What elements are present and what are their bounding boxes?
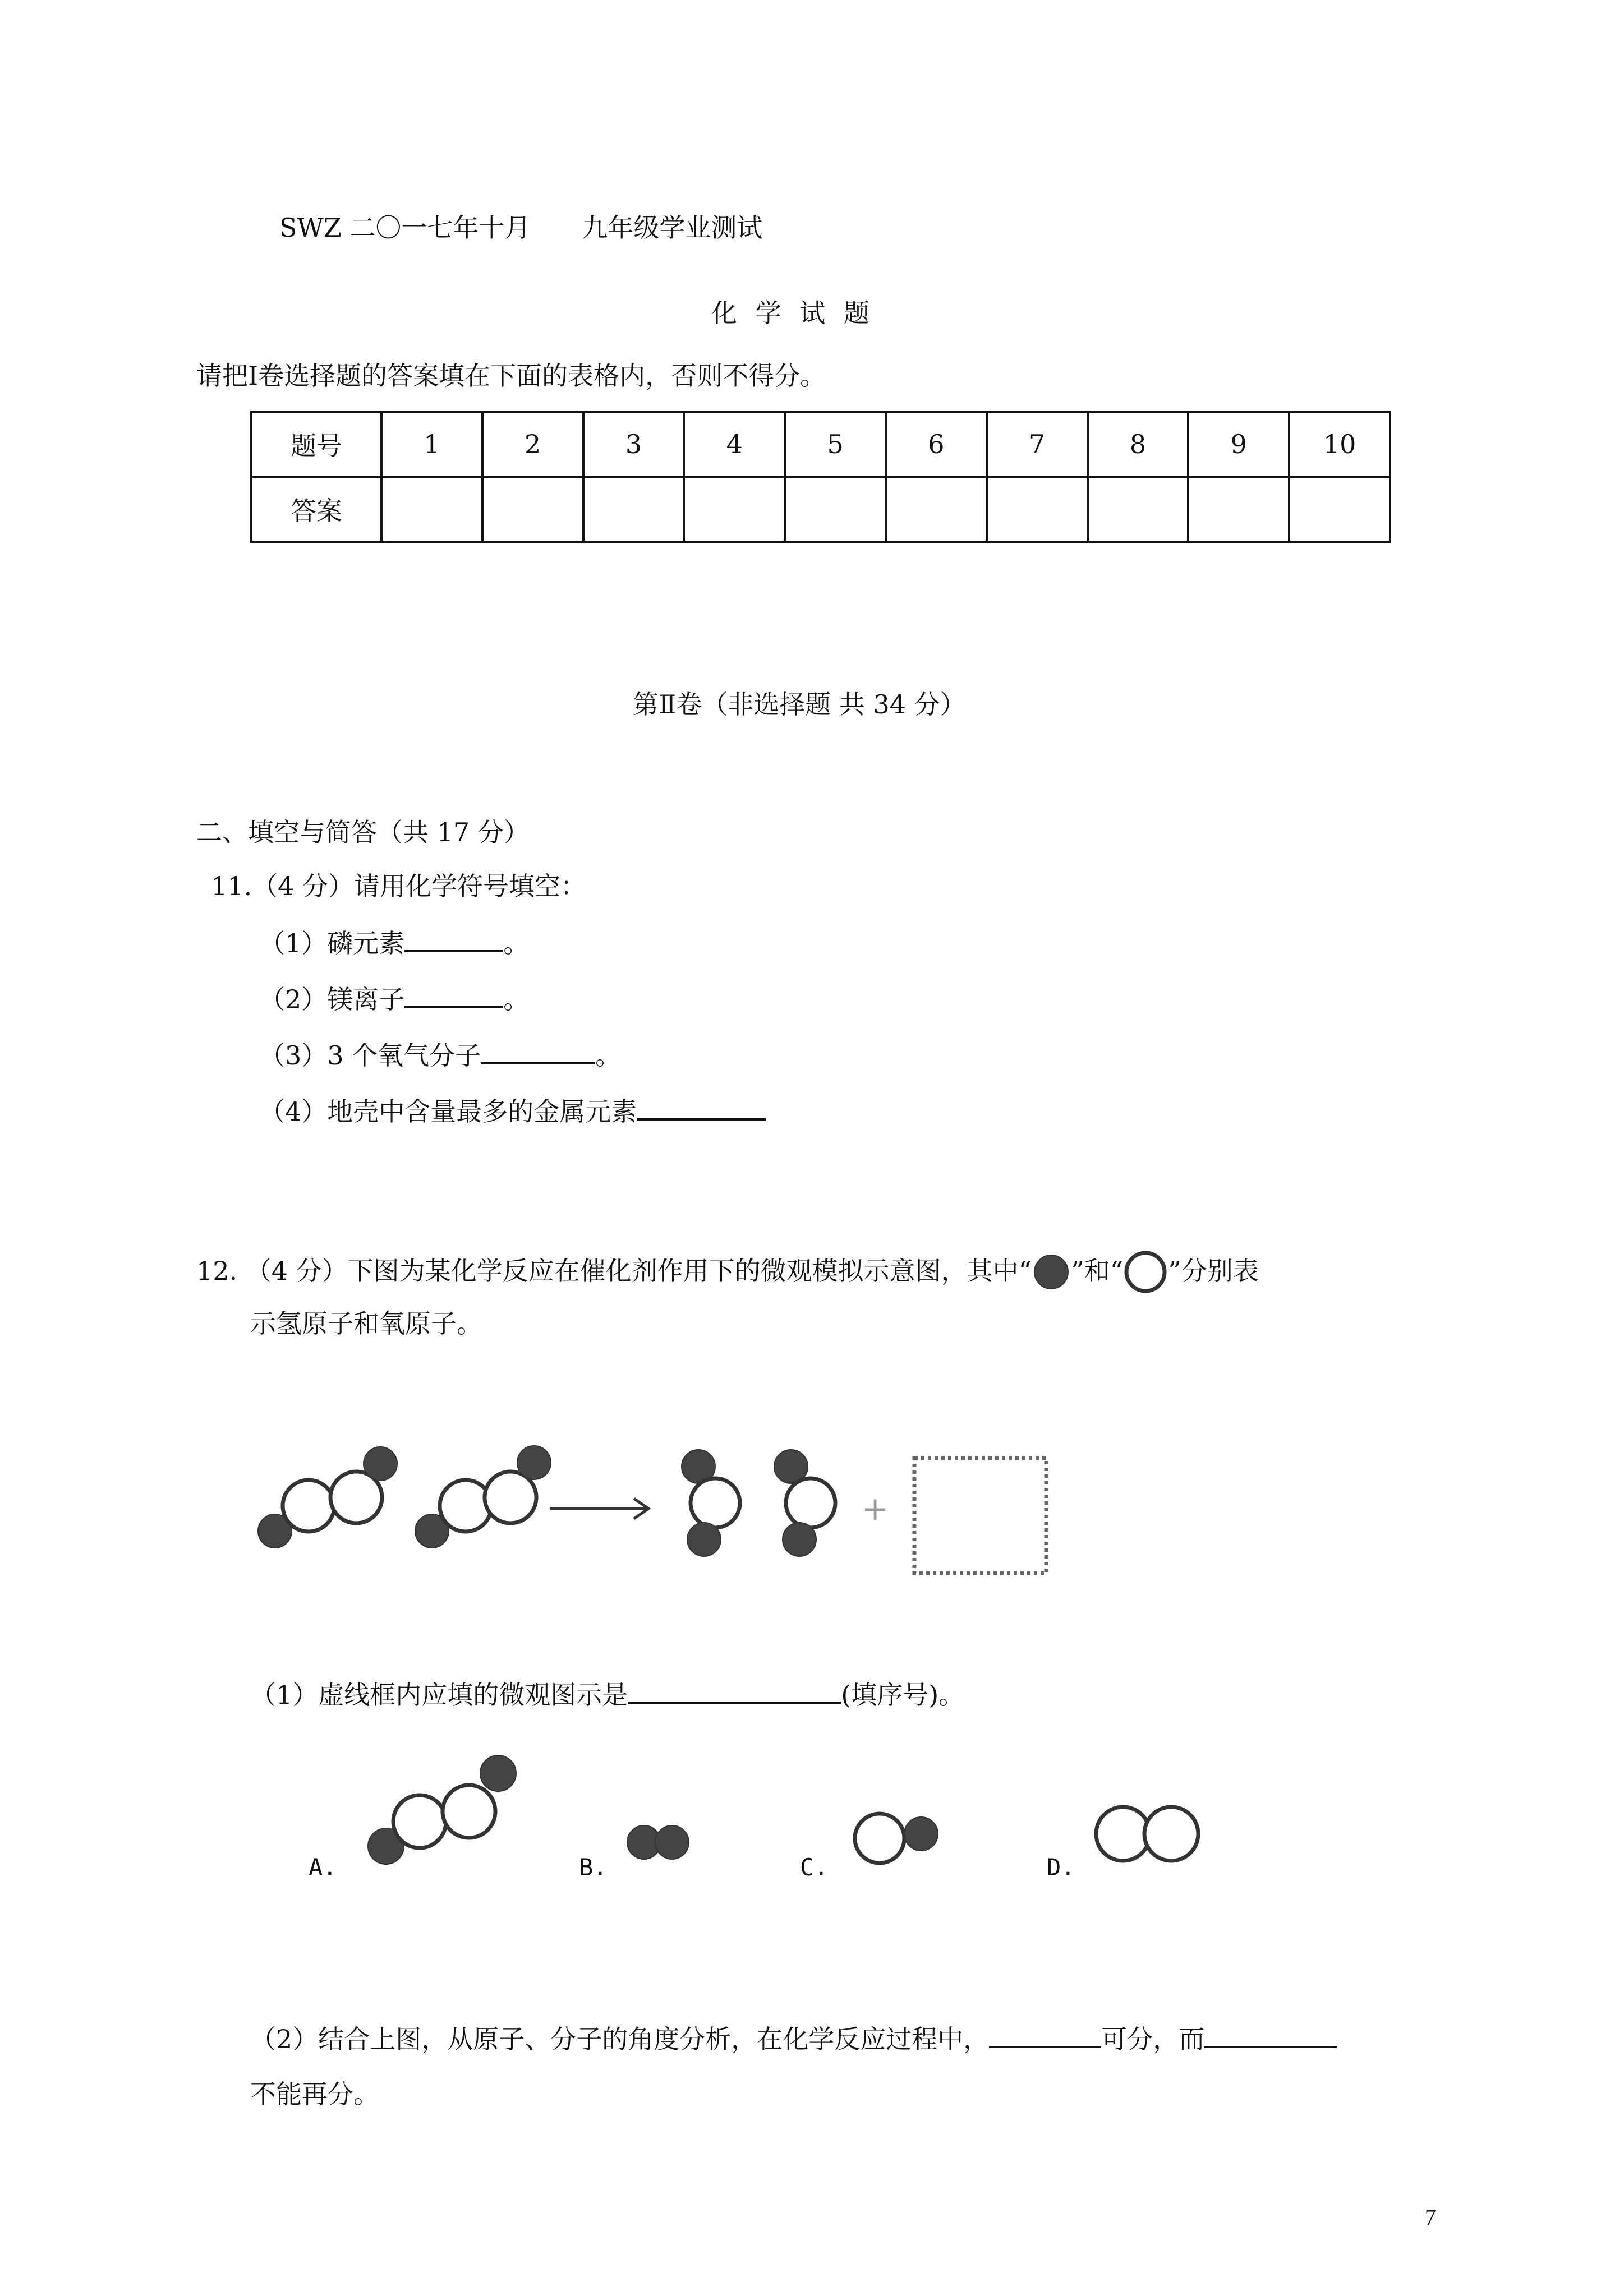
table-cell-number: 10 [1289, 412, 1390, 477]
page-title: 化 学 试 题 [711, 298, 869, 328]
table-row-numbers [251, 412, 1390, 477]
row-label-number: 题号 [251, 412, 381, 477]
question-11-stem: 11.（4 分）请用化学符号填空： [211, 871, 587, 901]
reaction-diagram [247, 1430, 1088, 1598]
question-12-sub-2-cont: 不能再分。 [250, 2079, 379, 2109]
water-molecule [682, 1450, 740, 1556]
option-a-label[interactable]: A. [309, 1854, 337, 1881]
option-c-label[interactable]: C. [800, 1854, 829, 1881]
answer-cell[interactable] [785, 477, 886, 542]
answer-cell[interactable] [1088, 477, 1189, 542]
page-number: 7 [1425, 2205, 1436, 2230]
answer-blank[interactable] [404, 981, 503, 1008]
water-molecule [774, 1450, 835, 1556]
question-11-item-3: （3）3 个氧气分子 。 [259, 1038, 621, 1072]
answer-blank[interactable] [989, 2021, 1101, 2048]
reaction-arrow-icon [550, 1499, 648, 1519]
hydrogen-peroxide-molecule [258, 1447, 397, 1548]
hydrogen-legend-icon [1032, 1253, 1071, 1293]
option-c-figure[interactable] [847, 1806, 948, 1868]
question-12-stem: 12. （4 分）下图为某化学反应在催化剂作用下的微观模拟示意图，其中“ ”和“ ”分别表 [196, 1251, 1259, 1295]
question-12-stem-cont: 示氢原子和氧原子。 [250, 1308, 482, 1339]
answer-cell[interactable] [1188, 477, 1289, 542]
table-cell-number: 2 [482, 412, 583, 477]
table-cell-number: 8 [1088, 412, 1189, 477]
table-cell-number: 9 [1188, 412, 1289, 477]
answer-blank[interactable] [404, 925, 503, 952]
part-title: 二、填空与简答（共 17 分） [196, 817, 530, 847]
table-row-answers [251, 477, 1390, 542]
question-11-item-2: （2）镁离子 。 [259, 981, 529, 1016]
answer-cell[interactable] [381, 477, 482, 542]
table-cell-number: 3 [583, 412, 684, 477]
answer-blank[interactable] [481, 1038, 595, 1064]
answer-blank[interactable] [1204, 2021, 1337, 2048]
dashed-answer-box[interactable] [914, 1458, 1046, 1573]
answer-instruction: 请把Ⅰ卷选择题的答案填在下面的表格内，否则不得分。 [196, 361, 826, 391]
row-label-answer: 答案 [251, 477, 381, 542]
answer-cell[interactable] [987, 477, 1088, 542]
section-heading: 第Ⅱ卷（非选择题 共 34 分） [633, 689, 966, 720]
answer-table [250, 411, 1391, 543]
plus-sign: + [861, 1490, 889, 1528]
answer-blank[interactable] [628, 1677, 841, 1704]
option-b-label[interactable]: B. [579, 1854, 608, 1881]
oxygen-legend-icon [1123, 1251, 1168, 1295]
option-d-figure[interactable] [1088, 1800, 1212, 1868]
table-cell-number: 5 [785, 412, 886, 477]
answer-cell[interactable] [583, 477, 684, 542]
exam-header-line: SWZ 二〇一七年十月 九年级学业测试 [279, 213, 763, 243]
table-cell-number: 4 [684, 412, 785, 477]
table-cell-number: 1 [381, 412, 482, 477]
option-d-label[interactable]: D. [1047, 1854, 1075, 1881]
question-11-item-1: （1）磷元素 。 [259, 925, 529, 960]
table-cell-number: 6 [886, 412, 987, 477]
table-cell-number: 7 [987, 412, 1088, 477]
answer-cell[interactable] [684, 477, 785, 542]
question-12-sub-1: （1）虚线框内应填的微观图示是 (填序号)。 [250, 1677, 964, 1712]
option-a-figure[interactable] [359, 1744, 527, 1873]
question-11-item-4: （4）地壳中含量最多的金属元素 [259, 1094, 766, 1128]
answer-cell[interactable] [1289, 477, 1390, 542]
option-b-figure[interactable] [622, 1820, 700, 1865]
answer-cell[interactable] [886, 477, 987, 542]
answer-cell[interactable] [482, 477, 583, 542]
question-12-sub-2: （2）结合上图，从原子、分子的角度分析，在化学反应过程中， 可分，而 [250, 2021, 1337, 2056]
answer-blank[interactable] [637, 1094, 766, 1121]
hydrogen-peroxide-molecule [415, 1446, 551, 1548]
